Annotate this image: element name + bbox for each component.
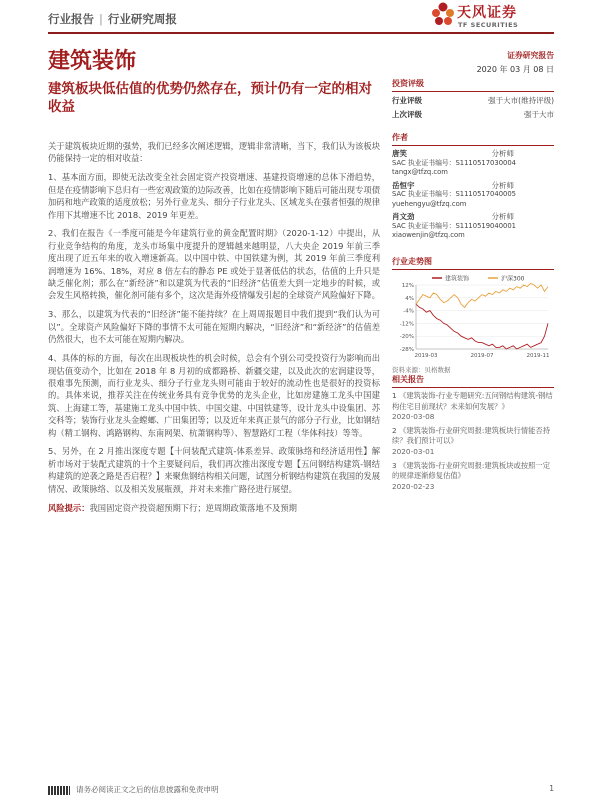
y-tick-label: -28% [399,347,414,353]
risk-label: 风险提示： [48,502,90,513]
disclaimer-text: 请务必阅读正文之后的信息披露和免责申明 [76,785,219,794]
body-intro: 关于建筑板块近期的强势，我们已经多次阐述逻辑，逻辑非常清晰，当下，我们认为该板块仍能保持一定的相对收益： [48,141,380,164]
page-footer [48,784,554,795]
author-card [392,181,554,210]
related-heading: 相关报告 [392,374,554,388]
author-email[interactable]: yuehengyu@tfzq.com [392,199,467,208]
authors [392,132,554,241]
y-tick-label: -20% [399,334,414,341]
author-role: 分析师 [491,149,514,158]
author-role: 分析师 [491,212,514,221]
author-card [392,149,554,178]
header-divider [48,32,554,34]
chart-source: 资料来源：贝格数据 [392,366,451,374]
author-email[interactable]: xiaowenjin@tfzq.com [392,231,465,239]
y-tick-label: -12% [399,321,414,328]
related-report-title[interactable]: 2 《建筑装饰-行业研究周报:建筑板块行情能否持续？我们预计可以》 [392,425,550,446]
industry-title: 建筑装饰 [48,49,137,74]
related-report-date: 2020-02-23 [392,481,435,491]
body-point-3: 3、那么，以建筑为代表的“旧经济”能不能持续？在上周周报题目中我们提到“我们认为可以”。全球资产风险偏好下降的事情不太可能在短期内解决，“旧经济”和“新经济”的估值差仍然很大，也不太可能在短期内解决。 [48,309,380,345]
author-cert: SAC 执业证书编号：S1110517040005 [392,190,516,198]
related-report-date: 2020-03-01 [392,446,435,456]
risk-text: 我国固定资产投资超预期下行；逆周期政策落地不及预期 [89,502,297,513]
author-role: 分析师 [491,180,514,190]
related-reports [392,374,554,492]
y-tick-label: -4% [403,308,414,315]
author-name: 唐笑 [392,149,407,158]
rating-row: 上次评级 强于大市 [392,110,554,119]
authors-heading: 作者 [392,132,554,146]
flower-logo-icon [431,1,455,29]
related-report-item[interactable] [392,426,554,458]
logo-name-en: TF SECURITIES [458,21,519,29]
trend-chart [392,273,554,361]
x-tick-label: 2019-07 [470,353,494,359]
related-report-title[interactable]: 1 《建筑装饰-行业专题研究:五问钢结构建筑-钢结构住宅目前现状？未来如何发展？》 [392,391,553,411]
related-report-title[interactable]: 3 《建筑装饰-行业研究周报:建筑板块或按照一定的规律逐渐修复估值》 [392,460,550,481]
tf-securities-logo [431,1,559,31]
legend-label: 沪深300 [501,275,525,283]
body-point-5: 5、另外，在 2 月推出深度专题【十问装配式建筑-体系差异、政策脉络和经济适用性】解析市场对于装配式建筑的十个主要疑问后，我们再次推出深度专题【五问钢结构建筑-钢结构建筑的逆袭之路是否启程？】来聚焦钢结构相关问题，试图分析钢结构建筑在我国的发展情况、政策脉络、以及相关发展瓶颈，并对未来推广路径进行展望。 [48,446,380,494]
rating-heading: 投资评级 [392,78,554,92]
author-cert: SAC 执业证书编号：S1110519040001 [392,221,516,230]
body-point-2: 2、我们在报告《一季度可能是今年建筑行业的黄金配置时期》（2020-1-12）中提出，从行业竞争结构的角度，龙头市场集中度提升的逻辑越来越明显，八大央企 2019 年前三季度出现了近五年来的收入增速新高。以中国中铁、中国铁建为例，其 2019 年前三季度利润增速为 16%、18%，对应 8 倍左右的静态 PE 或处于显著低估的状态，估值的上升只是缺乏催化剂；那么在“新经济”和以建筑为代表的“旧经济”估值差大到一定地步的时候，或会发生风格转换，催化剂可能有多个，这次是海外疫情爆发引起的全球资产风险偏好下降。 [48,228,380,301]
related-report-date: 2020-03-08 [392,412,435,422]
report-type: 证券研究报告 [507,51,554,60]
author-email[interactable]: tangx@tfzq.com [392,168,448,176]
qr-code-icon [48,786,70,795]
author-name: 岳恒宇 [392,180,415,190]
x-tick-label: 2019-11 [526,353,550,359]
report-body [48,140,380,520]
y-tick-label: 4% [405,295,414,302]
series-line-construction [416,304,548,349]
report-tag-industry: 行业报告 [48,12,94,26]
page-number: 1 [549,784,554,793]
body-point-4: 4、具体的标的方面，每次在出现板块性的机会时候，总会有个别公司受投资行为影响而出现估值变动个，比如在 2018 年 8 月初的成都路桥、新疆交建，以及此次的宏润建设等，很难事先预测，而行业龙头、细分子行业龙头则可能由于较好的流动性也是很好的投资标的。具体来说，推荐关注在传统业务具有竞争优势的龙头企业，比如房建施工龙头中国建筑、上海建工等，基建施工龙头中国中铁、中国交建、中国铁建等，设计龙头中设集团、苏交科等；装饰行业龙头金螳螂、广田集团等；以及近年来真正景气的部分子行业，比如钢结构（精工钢构、鸿路钢构、东南网架、杭萧钢构等）、智慧路灯工程（华体科技）等等。 [48,353,380,438]
author-cert: SAC 执业证书编号：S1110517030004 [392,158,516,167]
report-tag-weekly: 行业研究周报 [107,12,177,26]
author-name: 肖文劲 [392,212,415,221]
rating-row: 行业评级 强于大市(维持评级) [392,96,554,105]
logo-name-cn: 天风证券 [457,5,517,21]
industry-trend [392,256,554,374]
risk-warning [48,502,380,514]
related-report-item[interactable] [392,461,554,493]
report-date: 2020 年 03 月 08 日 [476,65,554,74]
report-category-tags: 行业报告 | 行业研究周报 [48,12,177,26]
trend-heading: 行业走势图 [392,256,554,270]
body-point-1: 1、基本面方面，即使无法改变全社会固定资产投资增速、基建投资增速的总体下滑趋势，但是在疫情影响下总归有一些宏观政策的边际改善，比如在疫情影响下随后可能出现专项债加码和地产政策的适度放松；另外行业龙头、细分子行业龙头、区域龙头在强者恒强的规律作用下其增速不比 2018、2019 年更差。 [48,172,380,220]
legend-label: 建筑装饰 [445,275,470,283]
y-tick-label: 12% [401,283,414,289]
x-tick-label: 2019-03 [414,353,438,359]
series-line-csi300 [416,283,548,307]
author-card [392,212,554,241]
related-report-item[interactable] [392,391,554,423]
report-headline: 建筑板块低估值的优势仍然存在，预计仍有一定的相对收益 [48,81,372,115]
investment-rating [392,78,554,120]
